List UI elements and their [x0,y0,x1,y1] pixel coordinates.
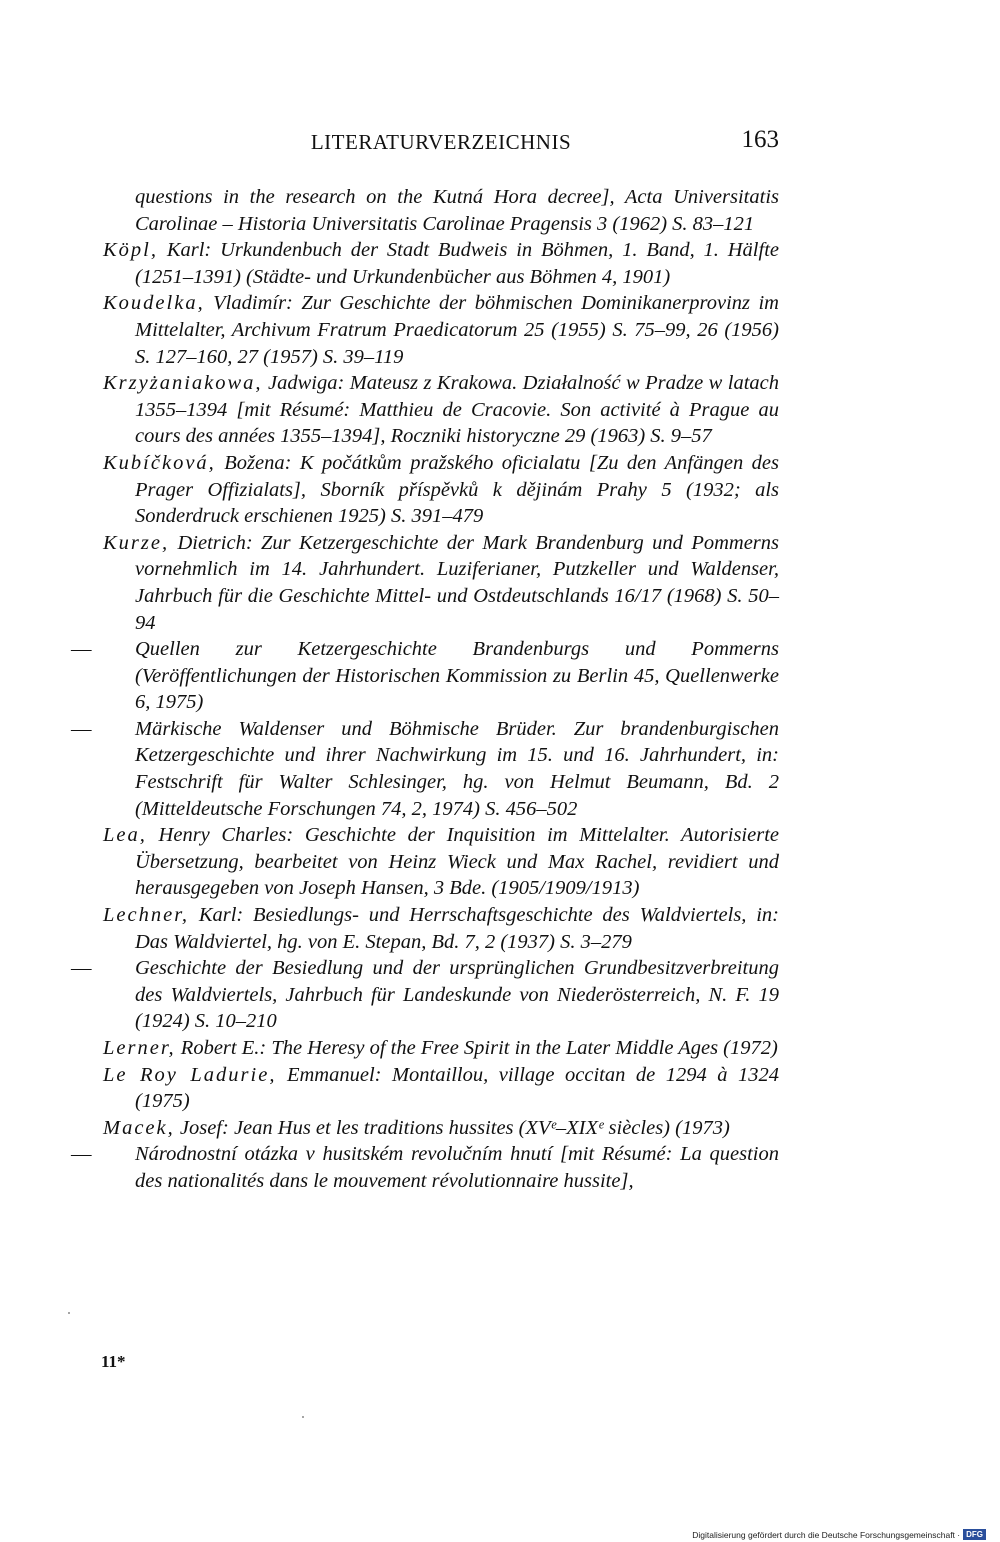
bibliography-entry [103,822,779,902]
entry-text: Karl: Urkundenbuch der Stadt Budweis in Böhmen, 1. Band, 1. Hälfte (1251–1391) (Städte- und Urkundenbücher aus Böhmen 4, 1901) [135,239,779,288]
entry-author: Le Roy Ladurie, [103,1063,277,1086]
bibliography-list [71,184,779,1195]
ditto-dash: — [71,1143,92,1166]
entry-text: Robert E.: The Heresy of the Free Spirit in the Later Middle Ages (1972) [175,1037,778,1059]
page-number: 163 [741,126,779,153]
digitization-footer [692,1529,986,1540]
entry-author: Köpl, [103,239,158,262]
footer-credit: Digitalisierung gefördert durch die Deutsche Forschungsgemeinschaft · [692,1529,961,1540]
entry-text: Karl: Besiedlungs- und Herrschaftsgeschichte des Waldviertels, in: Das Waldviertel, hg. von E. Stepan, Bd. 7, 2 (1937) S. 3–279 [135,904,779,953]
entry-author: Krzyżaniakowa, [103,372,263,395]
entry-text: Quellen zur Ketzergeschichte Brandenburgs und Pommerns (Veröffentlichungen der Historischen Kommission zu Berlin 45, Quellenwerke 6, 1975) [135,638,779,714]
entry-text: Vladimír: Zur Geschichte der böhmischen Dominikanerprovinz im Mittelalter, Archivum Fratrum Praedicatorum 25 (1955) S. 75–99, 26 (1956) S. 127–160, 27 (1957) S. 39–119 [135,292,779,368]
entry-text: Henry Charles: Geschichte der Inquisition im Mittelalter. Autorisierte Übersetzung, bearbeitet von Heinz Wieck und Max Rachel, revidiert und herausgegeben von Joseph Hansen, 3 Bde. (1905/1909/1913) [135,824,779,900]
entry-author: Kurze, [103,531,170,554]
ditto-dash: — [71,957,92,980]
scan-speck [302,1416,304,1418]
bibliography-entry [71,955,779,1035]
bibliography-entry [103,1062,779,1115]
entry-text: Božena: K počátkům pražského oficialatu [Zu den Anfängen des Prager Offizialats], Sborník příspěvků k dějinám Prahy 5 (1932; als Sonderdruck erschienen 1925) S. 391–479 [135,451,779,528]
entry-author: Macek, [103,1116,175,1139]
entry-author: Koudelka, [103,292,205,315]
bibliography-entry [103,902,779,955]
entry-author: Kubíčková, [103,451,216,474]
ditto-dash: — [71,638,92,661]
bibliography-entry [71,636,779,716]
bibliography-entry [103,530,779,636]
entry-text: Geschichte der Besiedlung und der ursprünglichen Grundbesitzverbreitung des Waldviertels, Jahrbuch für Landeskunde von Niederösterreich, N. F. 19 (1924) S. 10–210 [135,957,779,1033]
bibliography-entry [103,450,779,530]
entry-text: Josef: Jean Hus et les traditions hussites (XVᵉ–XIXᵉ siècles) (1973) [174,1116,730,1139]
running-title: LITERATURVERZEICHNIS [310,130,572,154]
bibliography-entry [71,1141,779,1194]
bibliography-entry [103,370,779,450]
entry-author: Lerner, [103,1037,176,1059]
bibliography-entry [103,1115,779,1142]
running-header [103,126,779,160]
bibliography-entry [103,237,779,290]
bibliography-entry [103,290,779,370]
bibliography-entry [71,716,779,822]
entry-author: Lea, [103,824,147,847]
entry-text: Jadwiga: Mateusz z Krakowa. Działalność w Pradze w latach 1355–1394 [mit Résumé: Matthieu de Cracovie. Son activité à Prague au cours des années 1355–1394], Roczniki historyczne 29 (1963) S. 9–57 [135,372,779,448]
dfg-logo: DFG [963,1529,986,1540]
bibliography-entry [103,184,779,237]
scan-speck [68,1312,70,1314]
entry-text: Dietrich: Zur Ketzergeschichte der Mark Brandenburg und Pommerns vornehmlich im 14. Jahrhundert. Luziferianer, Putzkeller und Waldenser, Jahrbuch für die Geschichte Mittel- und Ostdeutschlands 16/17 (1968) S. 50–94 [135,531,779,634]
entry-text: Emmanuel: Montaillou, village occitan de 1294 à 1324 (1975) [135,1063,779,1113]
entry-text: questions in the research on the Kutná Hora decree], Acta Universitatis Carolinae – Historia Universitatis Carolinae Pragensis 3 (1962) S. 83–121 [135,186,779,235]
entry-text: Märkische Waldenser und Böhmische Brüder. Zur brandenburgischen Ketzergeschichte und ihrer Nachwirkung im 15. und 16. Jahrhundert, in: Festschrift für Walter Schlesinger, hg. von Helmut Beumann, Bd. 2 (Mitteldeutsche Forschungen 74, 2, 1974) S. 456–502 [135,717,779,820]
ditto-dash: — [71,717,92,740]
bibliography-entry [103,1035,779,1062]
entry-text: Národnostní otázka v husitském revolučním hnutí [mit Résumé: La question des nationalités dans le mouvement révolutionnaire hussite], [135,1143,779,1192]
signature-mark: 11* [101,1352,126,1371]
entry-author: Lechner, [103,904,190,927]
